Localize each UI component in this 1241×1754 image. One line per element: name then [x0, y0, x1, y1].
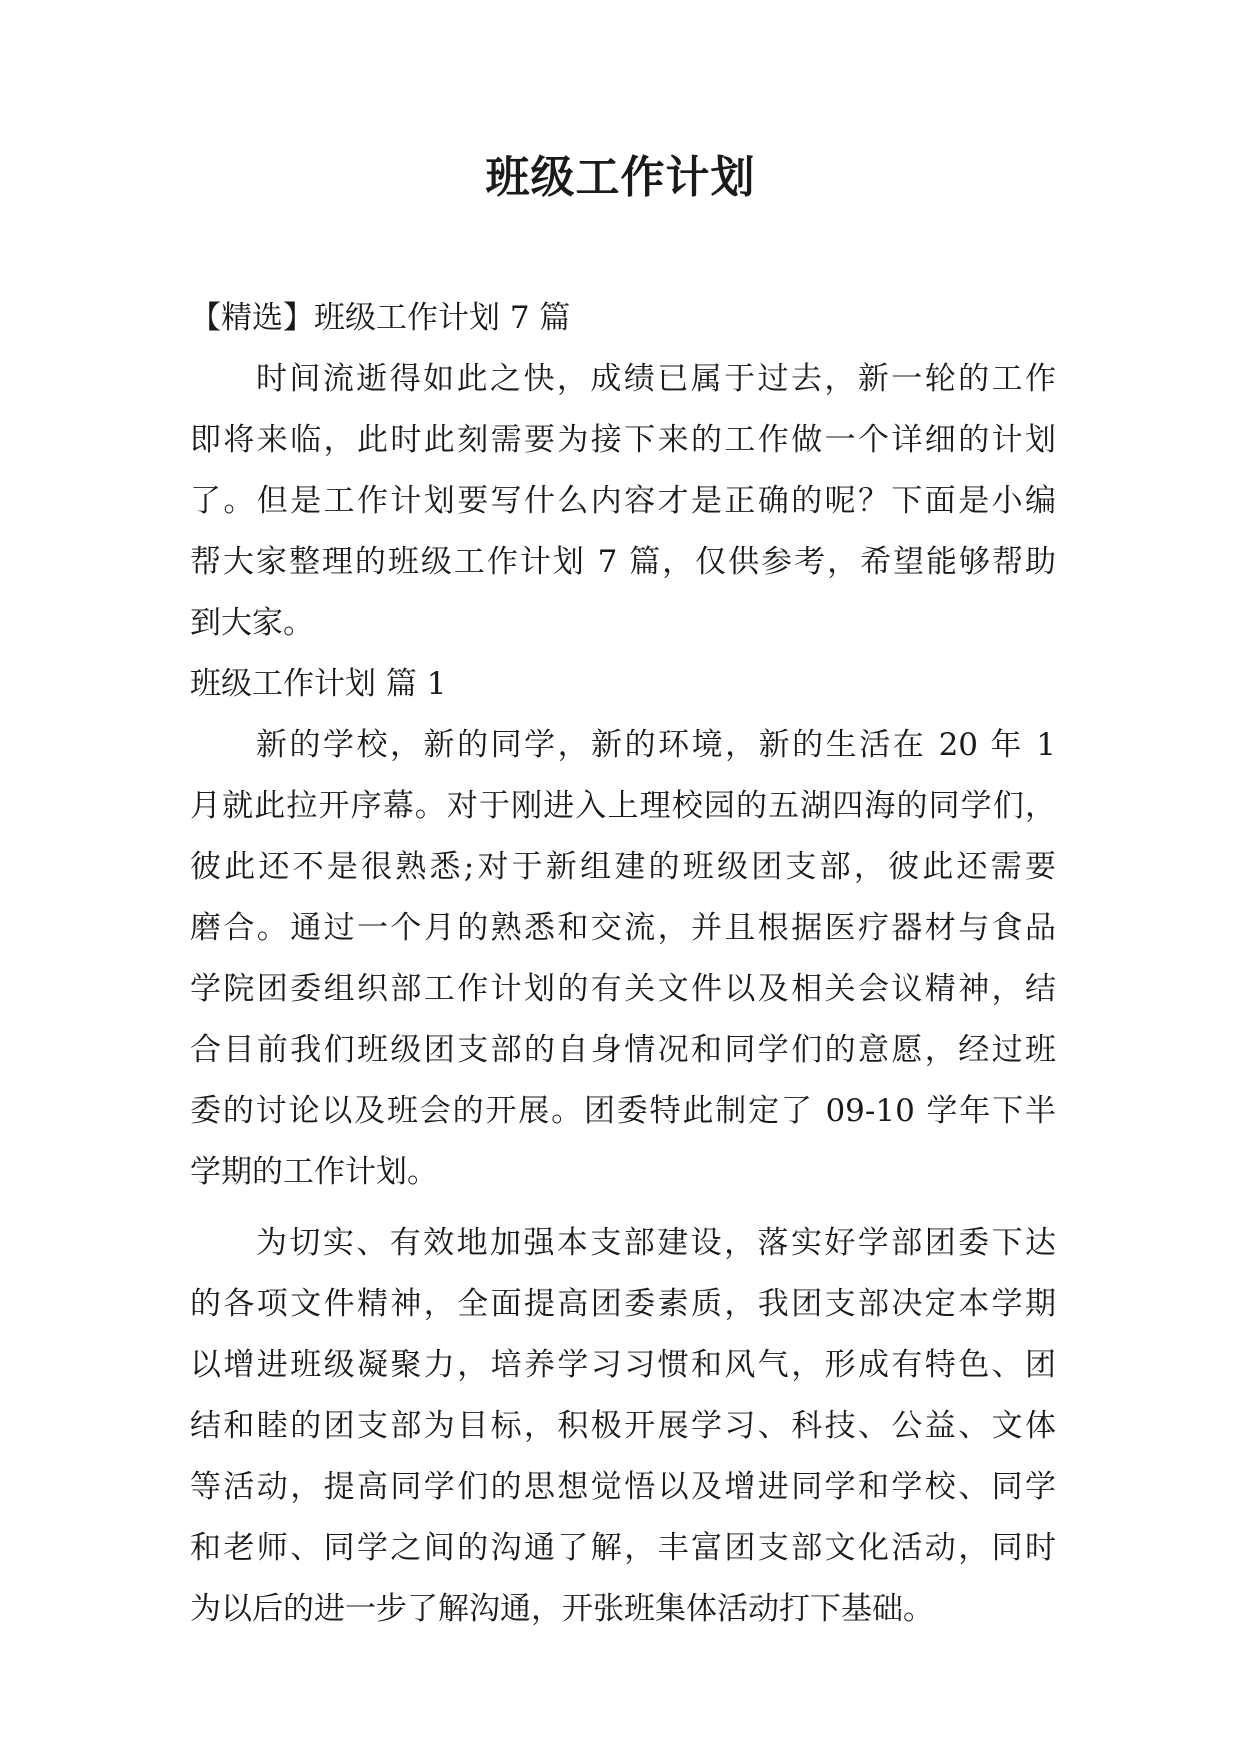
body-paragraph-2	[190, 1213, 1056, 1640]
text-line: 新的学校，新的同学，新的环境，新的生活在 20 年 1	[256, 727, 1056, 763]
text-line: 彼此还不是很熟悉;对于新组建的班级团支部，彼此还需要	[190, 849, 1056, 885]
body-paragraph-1	[190, 715, 1056, 1203]
section-heading: 班级工作计划 篇 1	[190, 666, 447, 702]
text-line: 合目前我们班级团支部的自身情况和同学们的意愿，经过班	[190, 1032, 1056, 1068]
text-line: 委的讨论以及班会的开展。团委特此制定了 09-10 学年下半	[190, 1093, 1056, 1129]
text-line: 等活动，提高同学们的思想觉悟以及增进同学和学校、同学	[190, 1469, 1056, 1505]
text-line: 以增进班级凝聚力，培养学习习惯和风气，形成有特色、团	[190, 1347, 1056, 1383]
text-line: 为切实、有效地加强本支部建设，落实好学部团委下达	[256, 1225, 1056, 1261]
text-line: 时间流逝得如此之快，成绩已属于过去，新一轮的工作	[256, 361, 1056, 397]
text-line: 和老师、同学之间的沟通了解，丰富团支部文化活动，同时	[190, 1530, 1056, 1566]
text-line: 学院团委组织部工作计划的有关文件以及相关会议精神，结	[190, 971, 1056, 1007]
paragraph-gap	[190, 1203, 1056, 1213]
text-line: 磨合。通过一个月的熟悉和交流，并且根据医疗器材与食品	[190, 910, 1056, 946]
text-line: 为以后的进一步了解沟通，开张班集体活动打下基础。	[190, 1591, 934, 1627]
text-line: 结和睦的团支部为目标，积极开展学习、科技、公益、文体	[190, 1408, 1056, 1444]
document-title: 班级工作计划	[485, 152, 756, 203]
text-line: 学期的工作计划。	[190, 1154, 438, 1190]
text-line: 帮大家整理的班级工作计划 7 篇，仅供参考，希望能够帮助	[190, 544, 1056, 580]
text-line: 到大家。	[190, 605, 314, 641]
document-body	[190, 288, 1056, 1640]
text-line: 月就此拉开序幕。对于刚进入上理校园的五湖四海的同学们，	[190, 788, 1056, 824]
text-line: 了。但是工作计划要写什么内容才是正确的呢？下面是小编	[190, 483, 1056, 519]
document-subtitle: 【精选】班级工作计划 7 篇	[190, 300, 571, 336]
intro-paragraph	[190, 349, 1056, 654]
text-line: 的各项文件精神，全面提高团委素质，我团支部决定本学期	[190, 1286, 1056, 1322]
text-line: 即将来临，此时此刻需要为接下来的工作做一个详细的计划	[190, 422, 1056, 458]
